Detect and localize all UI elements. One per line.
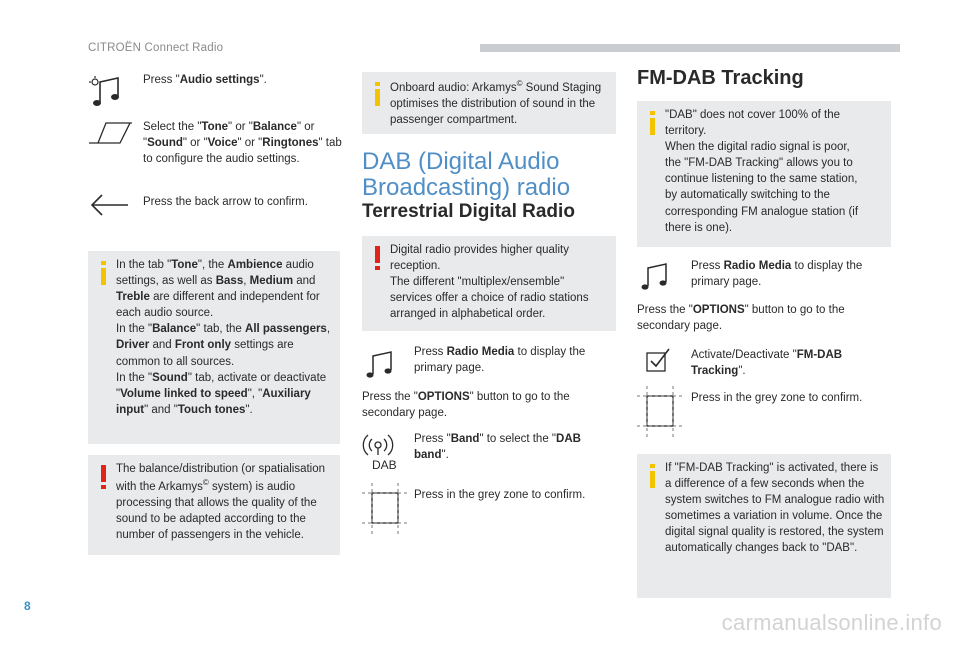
info-text: Onboard audio: Arkamys© Sound Staging optimises the distribution of sound in the passenger compartment. xyxy=(390,79,602,127)
info-box-tracking-active xyxy=(637,454,891,598)
warning-icon xyxy=(370,246,386,270)
tab-icon xyxy=(88,121,134,145)
step-text: Press "Audio settings". xyxy=(143,74,267,86)
music-settings-icon xyxy=(88,72,128,112)
svg-text:DAB: DAB xyxy=(372,458,397,471)
section-heading-dab: DAB (Digital Audio Broadcasting) radio xyxy=(362,148,571,202)
checkbox-icon xyxy=(645,347,671,373)
warning-text: Digital radio provides higher quality reception. The different "multiplex/ensemble" services offer a choice of radio stations arranged in alphabetical order. xyxy=(390,244,589,321)
options-text: Press the "OPTIONS" button to go to the secondary page. xyxy=(362,391,570,420)
step-grey-zone xyxy=(362,483,616,535)
step-text: Press in the grey zone to confirm. xyxy=(691,392,863,404)
dab-radio-icon xyxy=(362,431,408,471)
warning-box-balance xyxy=(88,455,340,555)
step-text: Press "Band" to select the "DAB band". xyxy=(414,433,581,462)
step-radio-media xyxy=(637,252,891,297)
step-text: Press the back arrow to confirm. xyxy=(143,196,308,208)
step-text: Select the "Tone" or "Balance" or "Sound" or "Voice" or "Ringtones" tab to configure the audio settings. xyxy=(143,121,342,166)
header-bar xyxy=(480,44,900,52)
step-radio-media xyxy=(362,340,616,385)
step-text: Press in the grey zone to confirm. xyxy=(414,489,586,501)
music-note-icon xyxy=(639,260,671,292)
step-grey-zone xyxy=(637,386,891,438)
info-box-tone xyxy=(88,251,340,444)
info-icon xyxy=(370,82,386,106)
music-note-icon xyxy=(364,348,396,380)
step-text: Press Radio Media to display the primary page. xyxy=(691,260,863,289)
running-header: CITROËN Connect Radio xyxy=(88,42,224,54)
step-activate-tracking xyxy=(637,341,891,381)
info-icon xyxy=(645,464,661,488)
step-text: Press Radio Media to display the primary page. xyxy=(414,346,586,375)
info-text: If "FM-DAB Tracking" is activated, there is a difference of a few seconds when the system switches to FM analogue radio with sometimes a variation in volume. Once the digital signal quality is restored, the system automatically changes back to "DAB". xyxy=(665,462,885,555)
info-text: In the tab "Tone", the Ambience audio settings, as well as Bass, Medium and Treble are different and independent for each audio source. In the "Balance" tab, the All passengers, Driver and Front only settings are common to all sources. In the "Sound" tab, activate or deactivate "Volume linked to speed", "Auxiliary input" and "Touch tones". xyxy=(116,259,331,416)
grey-zone-icon xyxy=(637,386,683,438)
section-heading-fm-dab: FM-DAB Tracking xyxy=(637,67,804,89)
info-icon xyxy=(645,111,661,135)
watermark: carmanualsonline.info xyxy=(721,610,942,636)
back-arrow-icon xyxy=(88,192,130,218)
warning-icon xyxy=(96,465,112,489)
info-box-arkamys xyxy=(362,72,616,134)
step-text: Activate/Deactivate "FM-DAB Tracking". xyxy=(691,349,843,378)
step-back-arrow xyxy=(88,188,338,228)
subsection-heading: Terrestrial Digital Radio xyxy=(362,201,575,222)
info-text: "DAB" does not cover 100% of the territory. When the digital radio signal is poor, the "FM-DAB Tracking" allows you to continue listening to the same station, by automatically switching to the corresponding FM analogue station (if there is one). xyxy=(665,109,859,234)
page-number: 8 xyxy=(24,599,31,613)
step-audio-settings xyxy=(88,66,338,116)
step-band xyxy=(362,427,616,472)
step-select-tab xyxy=(88,115,342,170)
warning-box-dab xyxy=(362,236,616,331)
info-box-fm-dab xyxy=(637,101,891,247)
info-icon xyxy=(96,261,112,285)
warning-text: The balance/distribution (or spatialisation with the Arkamys© system) is audio processing that allows the quality of the sound to be adapted according to the number of passengers in the vehicle. xyxy=(116,463,326,542)
grey-zone-icon xyxy=(362,483,408,535)
options-text: Press the "OPTIONS" button to go to the secondary page. xyxy=(637,304,845,333)
